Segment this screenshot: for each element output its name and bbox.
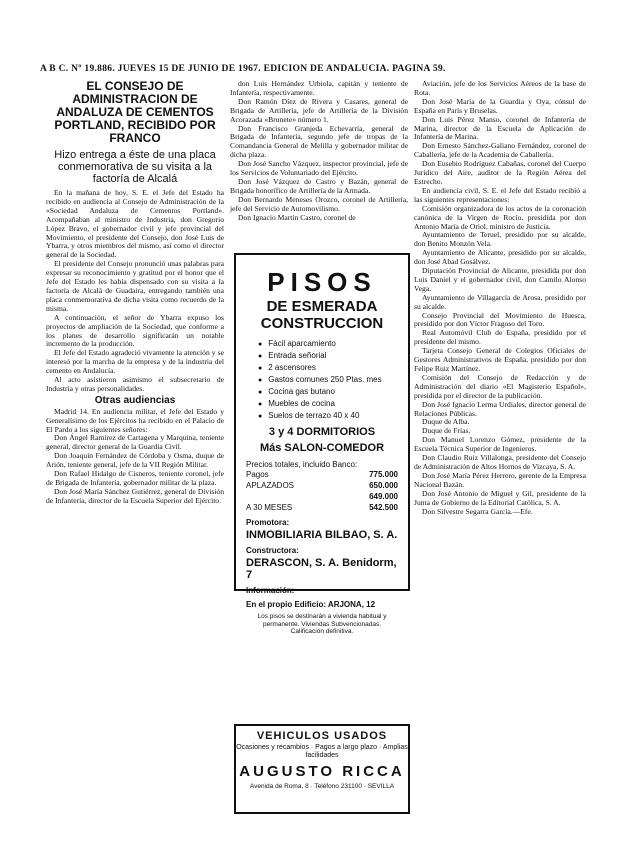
section-heading: Otras audiencias — [94, 394, 176, 406]
paragraph: Aviación, jefe de los Servicios Aéreos de la base de Rota. — [414, 79, 586, 97]
paragraph: Duque de Frías. — [422, 426, 471, 436]
ad-prices — [246, 460, 398, 513]
article-subheadline: Hizo entrega a éste de una placa conmemorativa de su visita a la factoría de Alcalá — [54, 149, 216, 185]
paragraph: Al acto asistieron asimismo el subsecretario de Industria y otras personalidades. — [46, 375, 224, 393]
price-row — [246, 480, 398, 491]
paragraph: Don José Antonio de Miguel y Gil, presidente de la Junta de Gobierno de la Editorial Católica, S. A. — [414, 488, 586, 507]
paragraph: Don Rafael Hidalgo de Cisneros, teniente coronel, jefe de Brigada de Infantería, gobernador militar de la plaza. — [46, 469, 224, 487]
ad-feature: ● 2 ascensores — [258, 362, 408, 374]
paragraph: Don Silvestre Segarra García.—Efe. — [422, 506, 533, 516]
paragraph: Ayuntamiento de Teruel, presidido por su alcalde, don Benito Monzón Vela. — [414, 230, 586, 249]
ad2-title: VEHICULOS USADOS — [256, 730, 388, 742]
ad-feature-list — [258, 338, 408, 422]
price-value: 649.000 — [369, 492, 398, 501]
ad-feature: ● Entrada señorial — [258, 350, 408, 362]
paragraph: El Jefe del Estado agradeció vivamente la atención y se interesó por la marcha de la empresa y de la industria del cemento en Andalucía. — [46, 348, 224, 376]
column-3 — [414, 80, 586, 516]
ad-line: DE ESMERADA — [266, 298, 378, 315]
price-value: 650.000 — [369, 481, 398, 490]
apartment-advertisement — [234, 253, 410, 635]
paragraph: El presidente del Consejo pronunció unas palabras para expresar su reconocimiento y gratitud por el honor que el Jefe del Estado les había dispensado con su visita a la factoría de Alcalá de Guadaira, entregando también una placa conmemorativa de dicha visita como recuerdo de la misma. — [46, 259, 224, 313]
ad-feature: ● Muebles de cocina — [258, 398, 408, 410]
paragraph: En la mañana de hoy, S. E. el Jefe del Estado ha recibido en audiencia al Consejo de Administración de la «Sociedad Andaluza de Cementos Portland». Acompañaban al ministro de Industria, don Gregorio López Bravo, el gobernador civil y jefe provincial del Movimiento, el presidente del Consejo, don José Luis de Ybarra, y otros miembros del mismo, así como el director general de la Sociedad. — [46, 188, 224, 260]
ad-living-room: Más SALON-COMEDOR — [259, 442, 385, 454]
paragraph: Don Francisco Granjeda Echevarría, general de Brigada de Infantería, segundo jefe de tropas de la Comandancia General de Melilla y gobernador militar de dicha plaza. — [230, 123, 408, 160]
paragraph: Don Luis Pérez Manso, coronel de Infantería de Marina, director de la Escuela de Aplicación de Infantería de Marina. — [414, 114, 586, 142]
builder-label: Constructora: — [246, 546, 299, 555]
paragraph: Don José Sancho Vázquez, inspector provincial, jefe de los Servicios de Voluntariado del Ejército. — [230, 159, 408, 178]
paragraph: Tarjeta Consejo General de Colegios Oficiales de Gestores Administrativos de España, presidido por don Felipe Ruiz Martínez. — [414, 346, 586, 373]
paragraph: Don José Vázquez de Castro y Bazán, general de Brigada honorífico de Artillería de la Armada. — [230, 176, 408, 195]
ad-footnote: Los pisos se destinarán a vivienda habitual y permanente. Viviendas Subvencionadas. Calificación definitiva. — [257, 613, 387, 635]
ad-feature: ● Suelos de terrazo 40 x 40 — [258, 410, 408, 422]
paragraph: Don Ignacio Martín Castro, coronel de — [238, 212, 356, 222]
price-value: 775.000 — [369, 470, 398, 479]
ad-feature: ● Fácil aparcamiento — [258, 338, 408, 350]
ad2-address: Avenida de Roma, 8 · Teléfono 231100 · SEVILLA — [249, 783, 395, 790]
paragraph: Don Bernardo Meneses Orozco, coronel de Artillería, jefe del Servicio de Automovilismo. — [230, 194, 408, 213]
paragraph: Real Automóvil Club de España, presidido por el presidente del mismo. — [414, 328, 586, 347]
paragraph: don Luis Hernández Urbiola, capitán y teniente de Infantería, respectivamente. — [230, 79, 408, 97]
price-row — [246, 491, 398, 502]
paragraph: Don Manuel Lorenzo Gómez, presidente de la Escuela Técnica Superior de Ingenieros. — [414, 435, 586, 454]
price-label: Pagos — [246, 470, 269, 479]
paragraph: Ayuntamiento de Villagarcía de Arosa, presidido por su alcalde. — [414, 292, 586, 311]
price-row — [246, 502, 398, 513]
paragraph: Don Joaquín Fernández de Córdoba y Osma, duque de Arión, teniente general, jefe de la VII Región Militar. — [46, 451, 224, 470]
price-value: 542.500 — [369, 503, 398, 512]
used-vehicles-advertisement — [234, 724, 410, 814]
info-text: En el propio Edificio: ARJONA, 12 — [246, 600, 376, 609]
ad-feature: ● Gastos comunes 250 Ptas. mes — [258, 374, 408, 386]
ad-bedrooms: 3 y 4 DORMITORIOS — [268, 426, 376, 438]
paragraph: Ayuntamiento de Alicante, presidido por su alcalde, don José Abad Gosálvez. — [414, 248, 586, 267]
promoter-label: Promotora: — [246, 518, 290, 527]
paragraph: Don Ramón Díez de Rivera y Casares, general de Brigada de Artillería, jefe de Artillería de la División Acorazada «Brunete» número 1. — [230, 96, 408, 124]
prices-title: Precios totales, incluido Banco: — [246, 460, 358, 469]
paragraph: Consejo Provincial del Movimiento de Huesca, presidido por don Víctor Fragoso del Toro. — [414, 310, 586, 329]
paragraph: Don José María Pérez Herrero, gerente de la Empresa Nacional Bazán. — [414, 470, 586, 489]
column-2 — [230, 80, 408, 223]
paragraph: Don Claudio Ruiz Villalonga, presidente del Consejo de Administración de Altos Hornos de Vizcaya, S. A. — [414, 453, 586, 471]
paragraph: Don Ernesto Sánchez-Galiano Fernández, coronel de Caballería, jefe de la Academia de Caballería. — [414, 141, 586, 160]
paragraph: Madrid 14. En audiencia militar, el Jefe del Estado y Generalísimo de los Ejércitos ha recibido en el Palacio de El Pardo a los siguientes señores: — [46, 406, 224, 434]
paragraph: Don José María de la Guardia y Oya, cónsul de España en París y Bruselas. — [414, 96, 586, 115]
paragraph: Comisión organizadora de los actos de la coronación canónica de la Virgen de Rocío, presidida por don Antonio María de Oriol, ministro de Justicia. — [414, 203, 586, 231]
paragraph: Don José María Sánchez Gutiérrez, general de División de Infantería, director de la Escuela Superior del Ejército. — [46, 486, 224, 505]
ad-title: PISOS — [267, 267, 377, 297]
paragraph: En audiencia civil, S. E. el Jefe del Estado recibió a las siguientes representaciones: — [414, 185, 586, 204]
paragraph: Duque de Alba. — [422, 417, 470, 427]
ad2-subtitle: Ocasiones y recambios · Pagos a largo plazo · Amplias facilidades — [236, 744, 408, 759]
info-label: Información: — [246, 586, 295, 595]
ad-line: CONSTRUCCION — [260, 315, 384, 332]
builder-name: DERASCON, S. A. Benidorm, 7 — [246, 557, 397, 581]
promoter-name: INMOBILIARIA BILBAO, S. A. — [246, 529, 398, 541]
article-headline: EL CONSEJO DE ADMINISTRACION DE ANDALUZA DE CEMENTOS PORTLAND, RECIBIDO POR FRANCO — [54, 79, 216, 145]
paragraph: A continuación, el señor de Ybarra expuso los proyectos de ampliación de la Sociedad, que conforme a los planes de desarrollo significarán un notable incremento de la producción. — [46, 312, 224, 349]
paragraph: Comisión del Consejo de Redacción y de Administración del diario «El Magisterio Español», presidida por el director de la publicación. — [414, 372, 586, 400]
column-1 — [46, 80, 224, 506]
paragraph: Don José Ignacio Lerma Urdiales, director general de Relaciones Públicas. — [414, 399, 586, 418]
ad2-company: AUGUSTO RICCA — [239, 763, 405, 780]
price-row — [246, 469, 398, 480]
paragraph: Diputación Provincial de Alicante, presidida por don Luis Daniel y el gobernador civil, don Camilo Alonso Vega. — [414, 266, 586, 293]
price-label: A 30 MESES — [246, 503, 293, 512]
price-label: APLAZADOS — [246, 481, 295, 490]
paragraph: Don Ángel Ramírez de Cartagena y Marquina, teniente general, director general de la Guardia Civil. — [46, 433, 224, 452]
paragraph: Don Eusebio Rodríguez Cabañas, coronel del Cuerpo Jurídico del Aire, auditor de la Región Aérea del Estrecho. — [414, 159, 586, 186]
page-header: A B C. Nº 19.886. JUEVES 15 DE JUNIO DE 1967. EDICION DE ANDALUCIA. PAGINA 59. — [40, 64, 446, 74]
ad-feature: ● Cocina gas butano — [258, 386, 408, 398]
